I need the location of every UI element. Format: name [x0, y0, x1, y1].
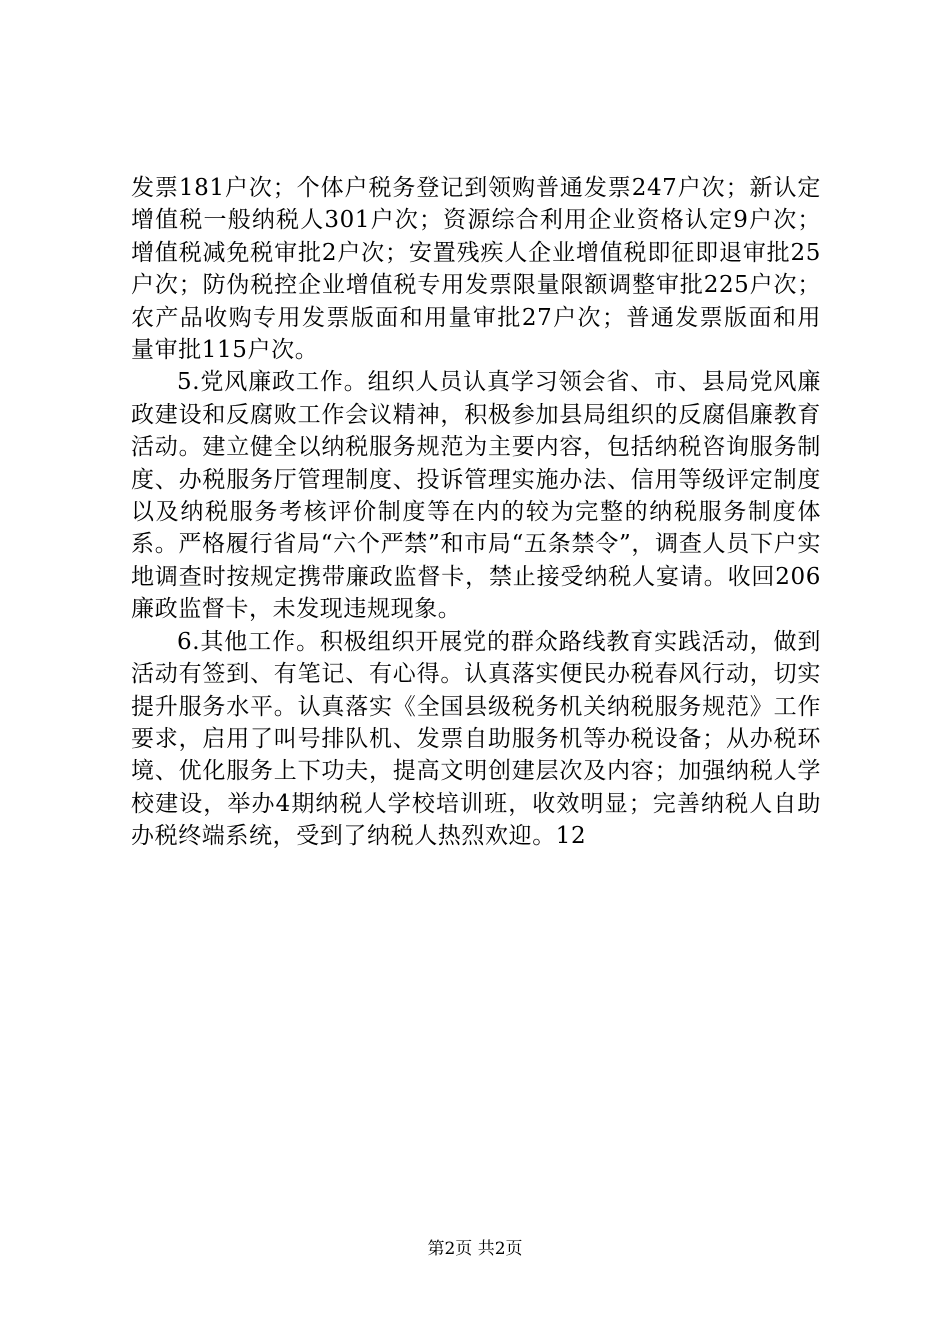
document-body [131, 172, 821, 853]
paragraph-section-5: 5.党风廉政工作。组织人员认真学习领会省、市、县局党风廉政建设和反腐败工作会议精神，积极参加县局组织的反腐倡廉教育活动。建立健全以纳税服务规范为主要内容，包括纳税咨询服务制度、办税服务厅管理制度、投诉管理实施办法、信用等级评定制度以及纳税服务考核评价制度等在内的较为完整的纳税服务制度体系。严格履行省局“六个严禁”和市局“五条禁令”，调查人员下户实地调查时按规定携带廉政监督卡，禁止接受纳税人宴请。收回206廉政监督卡，未发现违规现象。 [131, 369, 821, 623]
page-footer: 第2页 共2页 [427, 1239, 523, 1259]
paragraph-continuation: 发票181户次；个体户税务登记到领购普通发票247户次；新认定增值税一般纳税人301户次；资源综合利用企业资格认定9户次；增值税减免税审批2户次；安置残疾人企业增值税即征即退审批25户次；防伪税控企业增值税专用发票限量限额调整审批225户次；农产品收购专用发票版面和用量审批27户次；普通发票版面和用量审批115户次。 [131, 175, 821, 364]
paragraph-section-6: 6.其他工作。积极组织开展党的群众路线教育实践活动，做到活动有签到、有笔记、有心得。认真落实便民办税春风行动，切实提升服务水平。认真落实《全国县级税务机关纳税服务规范》工作要求，启用了叫号排队机、发票自助服务机等办税设备；从办税环境、优化服务上下功夫，提高文明创建层次及内容；加强纳税人学校建设，举办4期纳税人学校培训班，收效明显；完善纳税人自助办税终端系统，受到了纳税人热烈欢迎。12 [131, 628, 821, 850]
